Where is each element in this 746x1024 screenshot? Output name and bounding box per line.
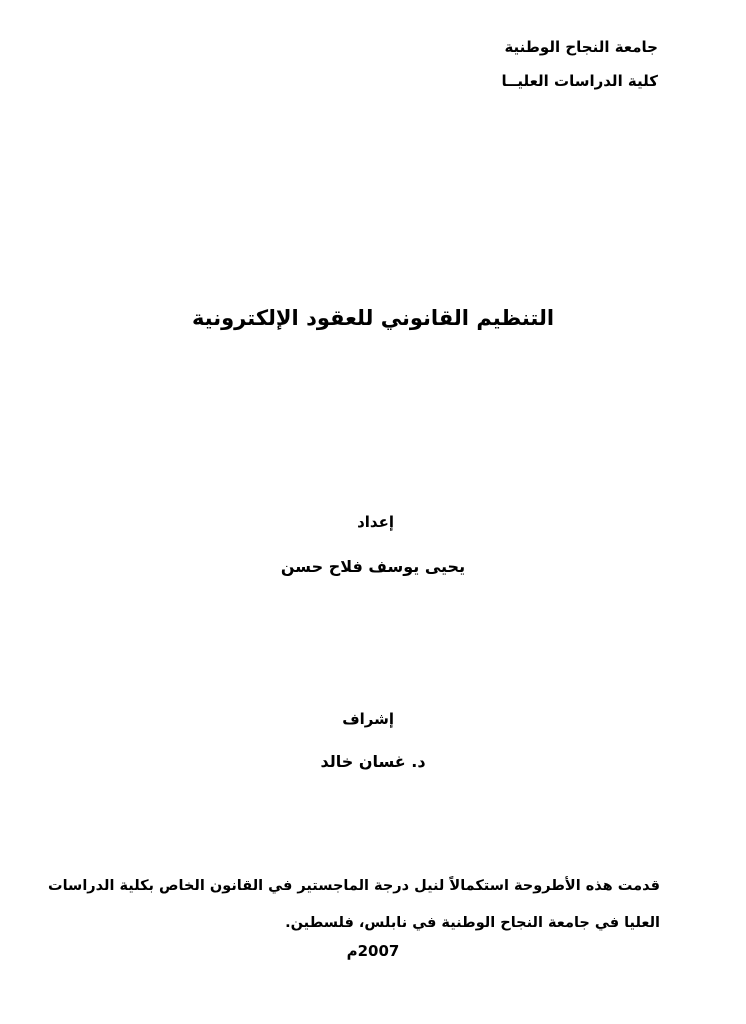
institution-header [501, 30, 658, 98]
author-name: يحيى يوسف فلاح حسن [280, 557, 466, 576]
prepared-by-label: إعداد [357, 513, 394, 531]
supervision-label: إشراف [342, 710, 394, 728]
supervisor-name: د. غسان خالد [320, 752, 426, 771]
university-name: جامعة النجاح الوطنية [504, 38, 658, 56]
submission-line-1: قدمت هذه الأطروحة استكمالاً لنيل درجة الماجستير في القانون الخاص بكلية الدراسات [48, 878, 660, 894]
faculty-name: كلية الدراسات العليــا [501, 72, 658, 90]
thesis-title: التنظيم القانوني للعقود الإلكترونية [191, 306, 555, 330]
submission-year: 2007م [346, 942, 400, 960]
submission-statement [48, 868, 660, 942]
submission-line-2: العليا في جامعة النجاح الوطنية في نابلس، فلسطين. [285, 915, 660, 931]
